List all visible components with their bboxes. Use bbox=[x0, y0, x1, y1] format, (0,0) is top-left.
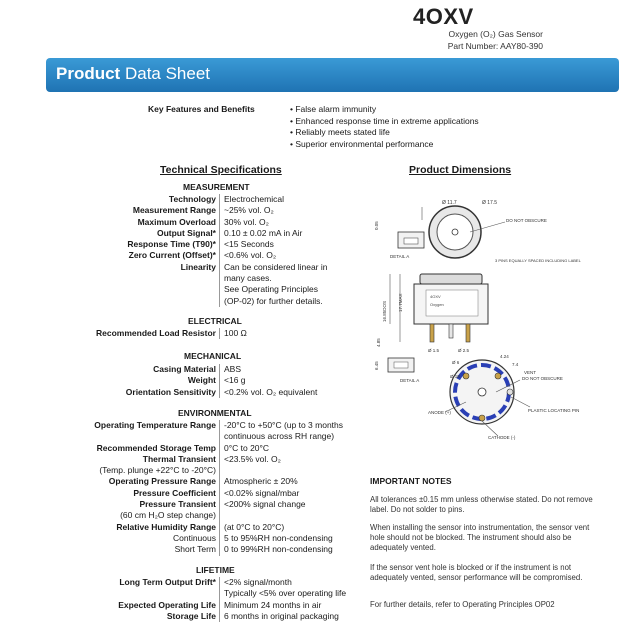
spec-value: <15 Seconds bbox=[220, 239, 328, 250]
spec-row bbox=[80, 476, 343, 487]
mechanical-heading: MECHANICAL bbox=[184, 351, 242, 361]
spec-value bbox=[220, 465, 344, 476]
spec-value: Minimum 24 months in air bbox=[220, 600, 347, 611]
spec-value: ~25% vol. O₂ bbox=[220, 205, 328, 216]
spec-value: 0 to 99%RH non-condensing bbox=[220, 544, 344, 555]
dim-74: 7.4 bbox=[512, 362, 519, 367]
mechanical-table bbox=[80, 364, 317, 398]
spec-label: Casing Material bbox=[153, 364, 216, 374]
spec-value: <23.5% vol. O₂ bbox=[220, 454, 344, 465]
dim-h3: 17.7MAX bbox=[398, 293, 403, 312]
detail-a-label: DETAIL A bbox=[390, 254, 410, 259]
spec-label: Pressure Coefficient bbox=[133, 487, 216, 498]
important-notes-title: IMPORTANT NOTES bbox=[370, 476, 452, 486]
spec-label: Operating Pressure Range bbox=[108, 476, 216, 487]
spec-value: Can be considered linear in bbox=[220, 262, 328, 273]
spec-row bbox=[80, 488, 343, 499]
spec-value: (OP-02) for further details. bbox=[220, 296, 328, 307]
dim-6: Ø 6 bbox=[452, 360, 460, 365]
spec-label: Operating Temperature Range bbox=[94, 420, 216, 430]
spec-label: Response Time (T90)* bbox=[127, 239, 216, 250]
spec-value: <0.2% vol. O₂ equivalent bbox=[220, 387, 318, 398]
environmental-table bbox=[80, 420, 343, 556]
dim-d-top: Ø 11.7 bbox=[442, 200, 457, 206]
spec-row bbox=[80, 544, 343, 555]
part-number: Part Number: AAY80-390 bbox=[447, 41, 543, 51]
lifetime-heading: LIFETIME bbox=[196, 565, 235, 575]
dim-h4: 16.85DOS bbox=[382, 300, 387, 322]
plastic-pin-label: PLASTIC LOCATING PIN bbox=[528, 408, 580, 413]
spec-label: Measurement Range bbox=[132, 205, 216, 216]
spec-label: Recommended Load Resistor bbox=[96, 328, 216, 338]
tech-specs-title: Technical Specifications bbox=[160, 164, 282, 176]
spec-row bbox=[80, 510, 343, 521]
spec-value: Electrochemical bbox=[220, 194, 328, 205]
spec-label: Linearity bbox=[180, 261, 216, 272]
anode-label: ANODE (+) bbox=[428, 410, 451, 415]
spec-row bbox=[80, 328, 247, 339]
spec-value: <2% signal/month bbox=[220, 577, 347, 588]
note-paragraph: All tolerances ±0.15 mm unless otherwise stated. Do not remove label. Do not solder to pins. bbox=[370, 495, 593, 514]
feature-item: • Reliably meets stated life bbox=[290, 127, 479, 139]
product-data-sheet-banner bbox=[46, 58, 619, 92]
lifetime-table bbox=[80, 577, 346, 622]
dimensions-drawing bbox=[370, 192, 596, 442]
spec-label: Storage Life bbox=[166, 610, 216, 621]
spec-label: Long Term Output Drift* bbox=[119, 577, 216, 587]
bottom-view bbox=[428, 354, 579, 440]
product-subtitle: Oxygen (O₂) Gas Sensor bbox=[448, 29, 543, 39]
spec-label: Short Term bbox=[174, 544, 216, 555]
feature-item: • Enhanced response time in extreme applications bbox=[290, 116, 479, 128]
svg-text:Oxygen: Oxygen bbox=[430, 302, 444, 307]
spec-label: Recommended Storage Temp bbox=[96, 442, 216, 453]
spec-label: Expected Operating Life bbox=[118, 599, 216, 610]
spec-value: Atmospheric ± 20% bbox=[220, 476, 344, 487]
spec-value: See Operating Principles bbox=[220, 284, 328, 295]
spec-row bbox=[80, 228, 327, 239]
banner-title-rest: Data Sheet bbox=[120, 64, 211, 83]
spec-row bbox=[80, 611, 346, 622]
key-features-list bbox=[290, 104, 479, 150]
spec-value: ABS bbox=[220, 364, 318, 375]
spec-row bbox=[80, 387, 317, 398]
spec-label: Pressure Transient bbox=[139, 499, 216, 510]
spec-label: (Temp. plunge +22°C to -20°C) bbox=[99, 465, 216, 476]
spec-label: Zero Current (Offset)* bbox=[128, 250, 216, 261]
top-view bbox=[422, 200, 582, 263]
spec-row bbox=[80, 454, 343, 465]
spec-value: 6 months in original packaging bbox=[220, 611, 347, 622]
spec-value: 30% vol. O₂ bbox=[220, 217, 328, 228]
spec-row bbox=[80, 431, 343, 442]
spec-value: 5 to 95%RH non-condensing bbox=[220, 533, 344, 544]
dim-424: 4.24 bbox=[500, 354, 509, 359]
spec-value: <0.02% signal/mbar bbox=[220, 488, 344, 499]
spec-label: Weight bbox=[187, 375, 216, 386]
spec-label bbox=[80, 284, 220, 295]
spec-value: <0.6% vol. O₂ bbox=[220, 250, 328, 261]
feature-item: • False alarm immunity bbox=[290, 104, 479, 116]
spec-value bbox=[220, 510, 344, 521]
spec-row bbox=[80, 465, 343, 476]
product-dimensions-title: Product Dimensions bbox=[409, 164, 512, 176]
spec-label: Relative Humidity Range bbox=[116, 521, 216, 532]
svg-text:4OXV: 4OXV bbox=[430, 294, 441, 299]
measurement-heading: MEASUREMENT bbox=[183, 182, 250, 192]
do-not-obscure-label-2: DO NOT OBSCURE bbox=[522, 376, 563, 381]
spec-label bbox=[80, 431, 220, 442]
spec-label: Maximum Overload bbox=[137, 216, 216, 227]
pins-label: 3 PINS EQUALLY SPACED INCLUDING LABEL bbox=[495, 258, 581, 263]
spec-row bbox=[80, 273, 327, 284]
spec-row bbox=[80, 533, 343, 544]
spec-value: 0°C to 20°C bbox=[220, 443, 344, 454]
electrical-table bbox=[80, 328, 247, 339]
spec-label: Thermal Transient bbox=[142, 453, 216, 464]
environmental-heading: ENVIRONMENTAL bbox=[178, 408, 252, 418]
vent-label: VENT bbox=[524, 370, 537, 375]
note-paragraph: When installing the sensor into instrumentation, the sensor vent hole should not be blocked. The instrument should also be adequately vented. bbox=[370, 523, 590, 552]
dim-18: Ø 18 bbox=[450, 374, 460, 379]
spec-row bbox=[80, 420, 343, 431]
spec-value: <200% signal change bbox=[220, 499, 344, 510]
do-not-obscure-label: DO NOT OBSCURE bbox=[506, 218, 547, 223]
dim-h2: 6.45 bbox=[374, 361, 379, 370]
detail-a-bottom bbox=[374, 358, 419, 383]
product-name: 4OXV bbox=[413, 4, 474, 29]
side-view bbox=[376, 274, 488, 353]
spec-row bbox=[80, 499, 343, 510]
spec-label bbox=[80, 588, 220, 599]
dim-h5: 4.85 bbox=[376, 338, 381, 347]
spec-row bbox=[80, 443, 343, 454]
spec-row bbox=[80, 296, 327, 307]
spec-row bbox=[80, 588, 346, 599]
spec-value: many cases. bbox=[220, 273, 328, 284]
spec-value: <16 g bbox=[220, 375, 318, 386]
spec-label: Technology bbox=[168, 194, 216, 204]
spec-value: continuous across RH range) bbox=[220, 431, 344, 442]
measurement-table bbox=[80, 194, 327, 307]
spec-row bbox=[80, 522, 343, 533]
spec-row bbox=[80, 250, 327, 261]
banner-title bbox=[56, 64, 210, 84]
spec-value: Typically <5% over operating life bbox=[220, 588, 347, 599]
spec-label bbox=[80, 273, 220, 284]
detail-a-top bbox=[374, 221, 424, 259]
spec-row bbox=[80, 375, 317, 386]
spec-row bbox=[80, 205, 327, 216]
dim-d-body: Ø 17.5 bbox=[482, 200, 498, 206]
spec-value: -20°C to +50°C (up to 3 months bbox=[220, 420, 344, 431]
spec-label: Continuous bbox=[172, 532, 216, 543]
spec-label: Orientation Sensitivity bbox=[125, 386, 216, 397]
dim-pin-d: Ø 1.5 bbox=[428, 348, 440, 353]
spec-row bbox=[80, 239, 327, 250]
key-features-heading: Key Features and Benefits bbox=[148, 104, 255, 114]
dim-pin-d2: Ø 2.5 bbox=[458, 348, 470, 353]
spec-value: 0.10 ± 0.02 mA in Air bbox=[220, 228, 328, 239]
spec-row bbox=[80, 262, 327, 273]
cathode-label: CATHODE (-) bbox=[488, 435, 516, 440]
electrical-heading: ELECTRICAL bbox=[188, 316, 242, 326]
spec-row bbox=[80, 194, 327, 205]
note-paragraph: If the sensor vent hole is blocked or if the instrument is not adequately vented, sensor performance will be compromised. bbox=[370, 563, 583, 582]
spec-row bbox=[80, 577, 346, 588]
spec-label bbox=[80, 296, 220, 307]
detail-a2-label: DETAIL A bbox=[400, 378, 420, 383]
feature-item: • Superior environmental performance bbox=[290, 139, 479, 151]
spec-value: (at 0°C to 20°C) bbox=[220, 522, 344, 533]
spec-row bbox=[80, 217, 327, 228]
spec-label: Output Signal* bbox=[156, 227, 216, 238]
spec-row bbox=[80, 600, 346, 611]
spec-row bbox=[80, 364, 317, 375]
banner-title-bold: Product bbox=[56, 64, 121, 83]
spec-row bbox=[80, 284, 327, 295]
note-paragraph: For further details, refer to Operating Principles OP02 bbox=[370, 600, 555, 609]
spec-label: (60 cm H₂O step change) bbox=[120, 510, 216, 521]
spec-value: 100 Ω bbox=[220, 328, 247, 339]
dim-h1: 0.05 bbox=[374, 221, 379, 230]
